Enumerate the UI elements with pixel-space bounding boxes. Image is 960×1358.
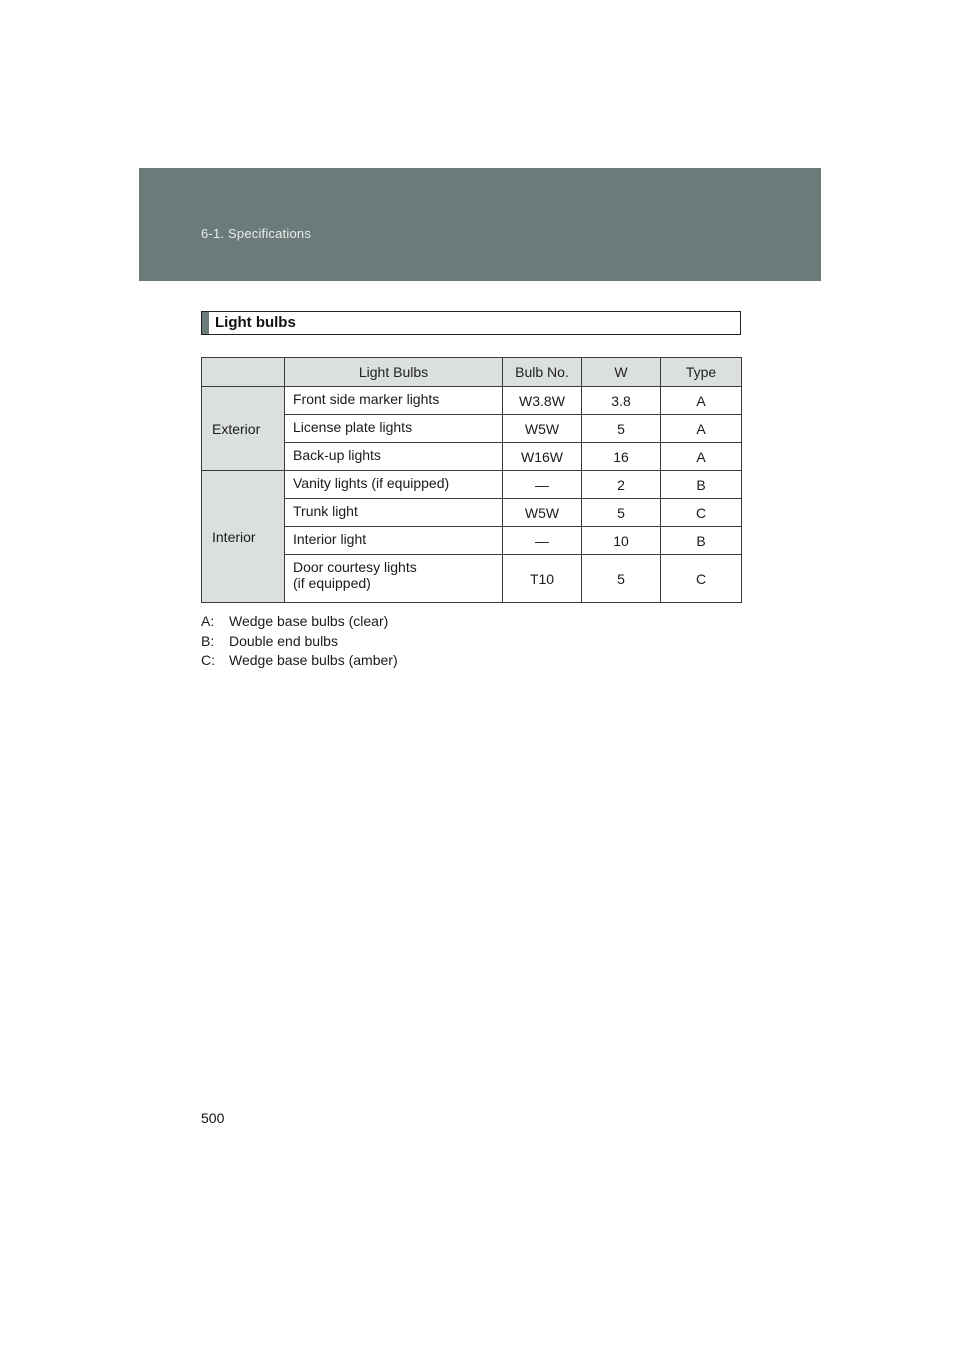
bulb-type: C xyxy=(661,555,742,603)
bulb-type: B xyxy=(661,471,742,499)
legend-text: Wedge base bulbs (amber) xyxy=(229,652,398,668)
light-bulbs-table xyxy=(201,357,742,603)
bulb-name-line2: (if equipped) xyxy=(293,575,371,591)
header-group xyxy=(202,358,285,387)
section-title-text: Light bulbs xyxy=(215,314,296,331)
legend-item xyxy=(201,651,398,671)
bulb-wattage: 5 xyxy=(582,415,661,443)
legend-item xyxy=(201,632,398,652)
header-type: Type xyxy=(661,358,742,387)
bulb-wattage: 2 xyxy=(582,471,661,499)
bulb-name: Back-up lights xyxy=(285,443,503,471)
group-label-exterior: Exterior xyxy=(202,387,285,471)
bulb-type: A xyxy=(661,443,742,471)
table-row xyxy=(202,387,742,415)
legend-key: B: xyxy=(201,632,215,649)
bulb-type: C xyxy=(661,499,742,527)
bulb-name xyxy=(285,555,503,603)
bulb-name: License plate lights xyxy=(285,415,503,443)
group-label-interior: Interior xyxy=(202,471,285,603)
breadcrumb: 6-1. Specifications xyxy=(201,226,312,241)
bulb-type: A xyxy=(661,415,742,443)
legend-text: Double end bulbs xyxy=(229,632,338,649)
bulb-type: B xyxy=(661,527,742,555)
header-w: W xyxy=(582,358,661,387)
table-header-row xyxy=(202,358,742,387)
header-bulb-no: Bulb No. xyxy=(503,358,582,387)
legend-item xyxy=(201,612,398,632)
header-light-bulbs: Light Bulbs xyxy=(285,358,503,387)
bulb-type-legend xyxy=(201,612,398,671)
page-number: 500 xyxy=(201,1110,225,1126)
bulb-number: — xyxy=(503,527,582,555)
section-title-accent xyxy=(202,312,209,334)
bulb-number: W16W xyxy=(503,443,582,471)
bulb-wattage: 5 xyxy=(582,499,661,527)
bulb-name: Trunk light xyxy=(285,499,503,527)
bulb-number: W3.8W xyxy=(503,387,582,415)
bulb-name: Interior light xyxy=(285,527,503,555)
bulb-number: — xyxy=(503,471,582,499)
bulb-wattage: 10 xyxy=(582,527,661,555)
bulb-wattage: 16 xyxy=(582,443,661,471)
bulb-name: Vanity lights (if equipped) xyxy=(285,471,503,499)
section-title xyxy=(201,311,741,335)
bulb-type: A xyxy=(661,387,742,415)
bulb-wattage: 5 xyxy=(582,555,661,603)
bulb-name: Front side marker lights xyxy=(285,387,503,415)
legend-key: A: xyxy=(201,613,215,629)
header-band xyxy=(139,168,821,281)
bulb-number: W5W xyxy=(503,415,582,443)
bulb-number: T10 xyxy=(503,555,582,603)
bulb-number: W5W xyxy=(503,499,582,527)
bulb-wattage: 3.8 xyxy=(582,387,661,415)
table-row xyxy=(202,471,742,499)
legend-key: C: xyxy=(201,652,215,668)
legend-text: Wedge base bulbs (clear) xyxy=(229,613,389,629)
bulb-name-line1: Door courtesy lights xyxy=(293,559,417,575)
